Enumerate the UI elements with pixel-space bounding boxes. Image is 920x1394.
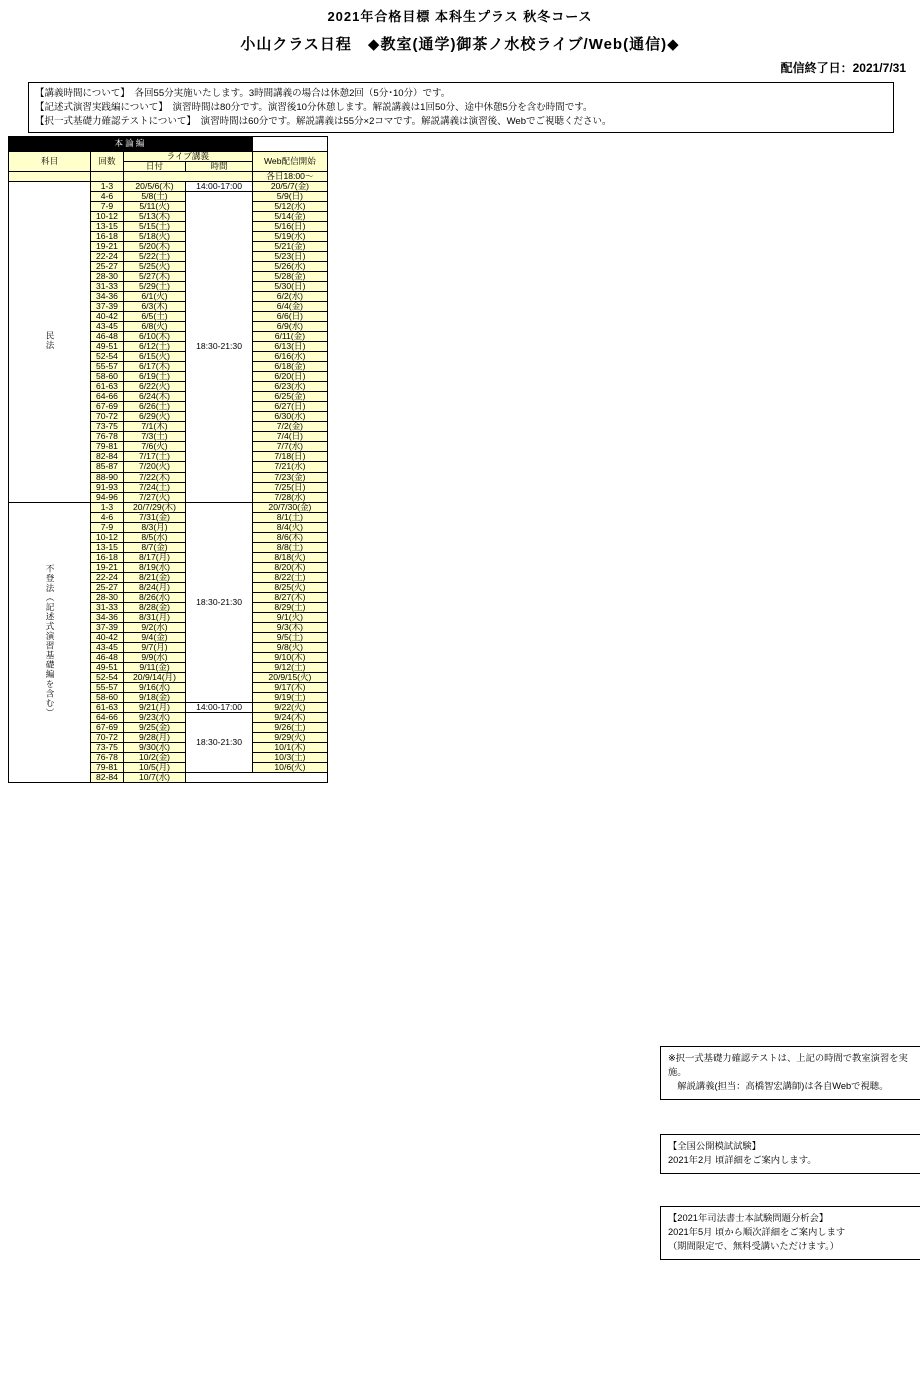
cell-web: 9/29(火): [252, 732, 327, 742]
cell-web: 6/18(金): [252, 362, 327, 372]
cell-web: 7/18(日): [252, 452, 327, 462]
cell-date: 20/5/6(木): [123, 182, 185, 192]
notice-line: 【択一式基礎力確認テストについて】 演習時間は60分です。解説講義は55分×2コマです。解説講義は演習後、Webでご視聴ください。: [35, 115, 612, 127]
cell-web: 8/29(土): [252, 602, 327, 612]
cell-web: 9/26(土): [252, 722, 327, 732]
cell-date: 8/19(水): [123, 562, 185, 572]
header-line2: 小山クラス日程 ◆教室(通学)御茶ノ水校ライブ/Web(通信)◆: [240, 36, 680, 53]
cell-date: 5/27(木): [123, 272, 185, 282]
cell-web: 7/7(水): [252, 442, 327, 452]
end-date: 配信終了日：2021/7/31: [780, 61, 906, 75]
cell-date: 7/1(木): [123, 422, 185, 432]
cell-date: 9/23(水): [123, 712, 185, 722]
cell-web: 20/7/30(金): [252, 502, 327, 512]
cell-date: 8/17(月): [123, 552, 185, 562]
cell-web: 9/12(土): [252, 662, 327, 672]
cell-date: 5/20(木): [123, 242, 185, 252]
cell-web: 9/3(木): [252, 622, 327, 632]
cell-web: 10/3(土): [252, 752, 327, 762]
cell-date: 8/28(金): [123, 602, 185, 612]
th-times: 回数: [91, 152, 124, 172]
cell-web: 10/6(火): [252, 762, 327, 772]
cell-date: 8/3(月): [123, 522, 185, 532]
cell-times: 58-60: [91, 372, 124, 382]
cell-date: 20/7/29(木): [123, 502, 185, 512]
cell-date: 8/7(金): [123, 542, 185, 552]
cell-web: 8/18(火): [252, 552, 327, 562]
cell-time: 18:30-21:30: [186, 712, 253, 772]
cell-times: 55-57: [91, 682, 124, 692]
cell-web: 9/24(木): [252, 712, 327, 722]
cell-date: 6/17(木): [123, 362, 185, 372]
cell-web: 5/30(日): [252, 282, 327, 292]
cell-web: 7/2(金): [252, 422, 327, 432]
note-test-line: 解説講義(担当：高橋智宏講師)は各自Webで視聴。: [668, 1080, 889, 1091]
note-moshi-line: 2021年2月 頃詳細をご案内します。: [668, 1154, 817, 1165]
cell-date: 9/2(水): [123, 622, 185, 632]
cell-times: 76-78: [91, 432, 124, 442]
cell-times: 22-24: [91, 252, 124, 262]
th-date: 日付: [123, 162, 185, 172]
cell-times: 28-30: [91, 272, 124, 282]
cell-web: 5/9(日): [252, 192, 327, 202]
notice-box: [28, 82, 894, 133]
cell-date: 10/7(水): [123, 772, 185, 782]
cell-times: 22-24: [91, 572, 124, 582]
cell-web: 20/9/15(火): [252, 672, 327, 682]
cell-date: 10/2(金): [123, 752, 185, 762]
cell-web: 6/13(日): [252, 342, 327, 352]
cell-date: 7/6(火): [123, 442, 185, 452]
note-bunseki-line: 2021年5月 頃から順次詳細をご案内します: [668, 1226, 846, 1237]
cell-date: 5/15(土): [123, 222, 185, 232]
cell-date: 7/24(土): [123, 482, 185, 492]
cell-times: 61-63: [91, 382, 124, 392]
cell-date: 9/30(水): [123, 742, 185, 752]
schedule-page: [0, 6, 920, 1394]
cell-times: 43-45: [91, 322, 124, 332]
cell-date: 9/28(月): [123, 732, 185, 742]
cell-date: 9/9(水): [123, 652, 185, 662]
cell-times: 13-15: [91, 542, 124, 552]
cell-times: 58-60: [91, 692, 124, 702]
cell-date: 9/4(金): [123, 632, 185, 642]
cell-time: 14:00-17:00: [186, 702, 253, 712]
cell-web: 6/30(水): [252, 412, 327, 422]
column-main-1: [8, 136, 328, 783]
cell-web: 6/2(水): [252, 292, 327, 302]
cell-times: 67-69: [91, 402, 124, 412]
cell-times: 13-15: [91, 222, 124, 232]
cell-date: 6/5(土): [123, 312, 185, 322]
cell-times: 46-48: [91, 652, 124, 662]
cell-web: 6/16(水): [252, 352, 327, 362]
cell-web: 9/17(木): [252, 682, 327, 692]
cell-web: 8/27(木): [252, 592, 327, 602]
cell-date: 5/25(火): [123, 262, 185, 272]
cell-times: 34-36: [91, 292, 124, 302]
cell-web: 5/28(金): [252, 272, 327, 282]
cell-times: 16-18: [91, 552, 124, 562]
cell-times: 61-63: [91, 702, 124, 712]
cell-date: 9/16(水): [123, 682, 185, 692]
cell-web: 9/10(木): [252, 652, 327, 662]
cell-times: 37-39: [91, 622, 124, 632]
note-test-box: [660, 1046, 920, 1100]
cell-web: 8/8(土): [252, 542, 327, 552]
cell-web: 20/5/7(金): [252, 182, 327, 192]
th-web-each: 各日18:00～: [252, 172, 327, 182]
cell-web: 6/25(金): [252, 392, 327, 402]
cell-web: 8/1(土): [252, 512, 327, 522]
th-web: Web配信開始: [252, 152, 327, 172]
cell-date: 9/21(月): [123, 702, 185, 712]
th-subject: 科目: [9, 152, 91, 172]
cell-web: 7/25(日): [252, 482, 327, 492]
cell-web: 9/5(土): [252, 632, 327, 642]
cell-date: 9/25(金): [123, 722, 185, 732]
cell-date: 8/26(水): [123, 592, 185, 602]
cell-times: 52-54: [91, 352, 124, 362]
cell-times: 52-54: [91, 672, 124, 682]
cell-web: 6/4(金): [252, 302, 327, 312]
cell-date: 5/29(土): [123, 282, 185, 292]
cell-date: 6/10(木): [123, 332, 185, 342]
cell-times: 25-27: [91, 582, 124, 592]
cell-web: 10/1(木): [252, 742, 327, 752]
cell-date: 6/24(木): [123, 392, 185, 402]
cell-date: 6/12(土): [123, 342, 185, 352]
cell-web: 8/20(木): [252, 562, 327, 572]
cell-times: 88-90: [91, 472, 124, 482]
cell-web: 8/22(土): [252, 572, 327, 582]
cell-date: 7/22(木): [123, 472, 185, 482]
cell-web: 5/19(水): [252, 232, 327, 242]
cell-date: 7/17(土): [123, 452, 185, 462]
cell-web: 5/16(日): [252, 222, 327, 232]
note-moshi-box: [660, 1134, 920, 1174]
cell-date: 7/27(火): [123, 492, 185, 502]
cell-time: 14:00-17:00: [186, 182, 253, 192]
cell-times: 79-81: [91, 442, 124, 452]
cell-times: 10-12: [91, 532, 124, 542]
cell-times: 1-3: [91, 502, 124, 512]
cell-times: 1-3: [91, 182, 124, 192]
cell-times: 19-21: [91, 242, 124, 252]
header-line1: 2021年合格目標 本科生プラス 秋冬コース: [327, 9, 593, 24]
cell-web: 5/21(金): [252, 242, 327, 252]
cell-date: 5/13(木): [123, 212, 185, 222]
cell-date: 5/22(土): [123, 252, 185, 262]
cell-date: 9/11(金): [123, 662, 185, 672]
cell-times: 76-78: [91, 752, 124, 762]
cell-web: 6/20(日): [252, 372, 327, 382]
cell-times: 16-18: [91, 232, 124, 242]
cell-date: 6/26(土): [123, 402, 185, 412]
page-header: [0, 6, 920, 54]
cell-times: 7-9: [91, 522, 124, 532]
cell-date: 9/7(月): [123, 642, 185, 652]
cell-times: 67-69: [91, 722, 124, 732]
cell-times: 4-6: [91, 512, 124, 522]
cell-times: 64-66: [91, 392, 124, 402]
th-live: ライブ講義: [123, 152, 252, 162]
cell-times: 31-33: [91, 282, 124, 292]
cell-times: 10-12: [91, 212, 124, 222]
cell-times: 7-9: [91, 202, 124, 212]
cell-times: 43-45: [91, 642, 124, 652]
cell-times: 25-27: [91, 262, 124, 272]
cell-times: 94-96: [91, 492, 124, 502]
cell-date: 6/29(火): [123, 412, 185, 422]
cell-web: 6/6(日): [252, 312, 327, 322]
cell-times: 73-75: [91, 742, 124, 752]
cell-subject: 不登法（記述式演習基礎編を含む）: [9, 502, 91, 782]
cell-times: 82-84: [91, 772, 124, 782]
cell-times: 28-30: [91, 592, 124, 602]
cell-times: 82-84: [91, 452, 124, 462]
cell-date: 6/19(土): [123, 372, 185, 382]
cell-times: 49-51: [91, 342, 124, 352]
cell-date: 7/31(金): [123, 512, 185, 522]
cell-date: 7/3(土): [123, 432, 185, 442]
th-time: 時間: [186, 162, 253, 172]
cell-times: 46-48: [91, 332, 124, 342]
note-bunseki-line: 【2021年司法書士本試験問題分析会】: [668, 1213, 829, 1223]
cell-web: 6/9(水): [252, 322, 327, 332]
spacer-cell: [91, 172, 124, 182]
cell-web: 8/6(木): [252, 532, 327, 542]
cell-times: 70-72: [91, 732, 124, 742]
cell-date: 8/31(月): [123, 612, 185, 622]
cell-times: 37-39: [91, 302, 124, 312]
cell-date: 20/9/14(月): [123, 672, 185, 682]
cell-web: 6/23(水): [252, 382, 327, 392]
cell-times: 64-66: [91, 712, 124, 722]
cell-date: 7/20(火): [123, 462, 185, 472]
cell-times: 55-57: [91, 362, 124, 372]
cell-web: 9/1(火): [252, 612, 327, 622]
cell-web: 5/14(金): [252, 212, 327, 222]
cell-times: 91-93: [91, 482, 124, 492]
cell-web: 5/12(水): [252, 202, 327, 212]
cell-date: 5/11(火): [123, 202, 185, 212]
cell-date: 8/21(金): [123, 572, 185, 582]
cell-time: 18:30-21:30: [186, 502, 253, 702]
cell-times: 73-75: [91, 422, 124, 432]
cell-web: 6/11(金): [252, 332, 327, 342]
cell-date: 6/22(火): [123, 382, 185, 392]
cell-web: 8/4(火): [252, 522, 327, 532]
section-bar: 本論編: [9, 137, 253, 152]
cell-date: 9/18(金): [123, 692, 185, 702]
cell-times: 4-6: [91, 192, 124, 202]
cell-times: 79-81: [91, 762, 124, 772]
cell-web: 9/22(火): [252, 702, 327, 712]
cell-date: 8/5(水): [123, 532, 185, 542]
cell-times: 19-21: [91, 562, 124, 572]
cell-web: 5/23(日): [252, 252, 327, 262]
note-bunseki-box: [660, 1206, 920, 1260]
cell-web: 6/27(日): [252, 402, 327, 412]
cell-web: 7/4(日): [252, 432, 327, 442]
cell-web: 7/21(水): [252, 462, 327, 472]
cell-times: 31-33: [91, 602, 124, 612]
note-bunseki-line: （期間限定で、無料受講いただけます。）: [668, 1240, 840, 1251]
cell-date: 5/18(火): [123, 232, 185, 242]
cell-times: 49-51: [91, 662, 124, 672]
cell-date: 6/3(木): [123, 302, 185, 312]
notice-line: 【記述式演習実践編について】 演習時間は80分です。演習後10分休憩します。解説講義は1回50分、途中休憩5分を含む時間です。: [35, 101, 593, 113]
cell-date: 6/1(火): [123, 292, 185, 302]
cell-web: 7/23(金): [252, 472, 327, 482]
cell-times: 70-72: [91, 412, 124, 422]
cell-date: 10/5(月): [123, 762, 185, 772]
spacer-cell: [9, 172, 91, 182]
cell-date: 6/8(火): [123, 322, 185, 332]
cell-web: 8/25(火): [252, 582, 327, 592]
cell-date: 5/8(土): [123, 192, 185, 202]
cell-web: 9/8(火): [252, 642, 327, 652]
cell-subject: 民法: [9, 182, 91, 503]
table-row: [9, 182, 328, 192]
cell-times: 40-42: [91, 312, 124, 322]
notice-line: 【講義時間について】 各回55分実施いたします。3時間講義の場合は休憩2回（5分･10分）です。: [35, 88, 451, 99]
table-row: [9, 502, 328, 512]
note-test-line: ※択一式基礎力確認テストは、上記の時間で教室演習を実施。: [668, 1053, 908, 1077]
cell-web: 5/26(水): [252, 262, 327, 272]
cell-times: 40-42: [91, 632, 124, 642]
cell-date: 6/15(火): [123, 352, 185, 362]
cell-date: 8/24(月): [123, 582, 185, 592]
cell-times: 34-36: [91, 612, 124, 622]
note-moshi-line: 【全国公開模試試験】: [668, 1141, 761, 1151]
cell-times: 85-87: [91, 462, 124, 472]
cell-web: 7/28(水): [252, 492, 327, 502]
cell-time: 18:30-21:30: [186, 192, 253, 502]
cell-web: 9/19(土): [252, 692, 327, 702]
